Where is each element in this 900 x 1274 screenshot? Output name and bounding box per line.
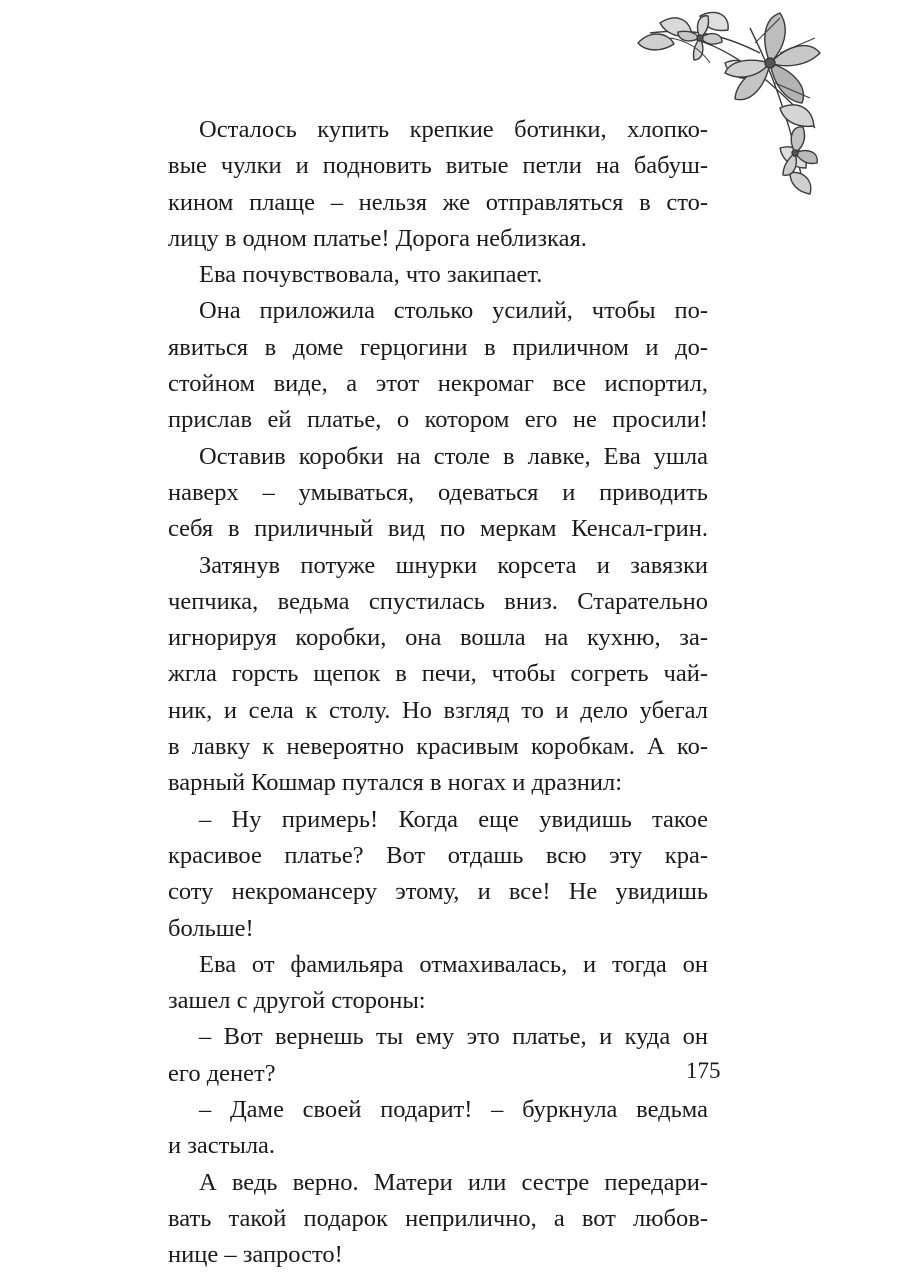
text-line: соту некромансеру этому, и все! Не увидишь [168,878,708,906]
text-line: нице – запросто! [168,1241,343,1269]
text-line: Ева почувствовала, что закипает. [199,261,543,289]
text-line: себя в приличный вид по меркам Кенсал-грин. [168,515,708,543]
text-line: и застыла. [168,1132,276,1160]
text-line: игнорируя коробки, она вошла на кухню, за- [168,624,708,652]
text-line: зашел с другой стороны: [168,987,426,1015]
text-line: Затянув потуже шнурки корсета и завязки [199,551,708,579]
text-line: вые чулки и подновить витые петли на бабуш- [168,152,708,180]
text-line: прислав ей платье, о котором его не просили! [168,406,708,434]
page-number: 175 [686,1058,721,1083]
paragraph [168,257,708,293]
paragraph [168,1019,708,1092]
paragraph [168,1165,708,1274]
text-line: – Вот вернешь ты ему это платье, и куда он [199,1023,708,1051]
text-line: А ведь верно. Матери или сестре передари- [199,1168,708,1196]
text-line: вать такой подарок неприлично, а вот любов- [168,1204,708,1232]
paragraph [168,293,708,438]
text-line: ник, и села к столу. Но взгляд то и дело убегал [168,696,708,724]
paragraph [168,112,708,257]
text-line: кином плаще – нельзя же отправляться в сто- [168,188,708,216]
text-line: явиться в доме герцогини в приличном и до- [168,333,708,361]
text-line: Оставив коробки на столе в лавке, Ева ушла [199,442,708,470]
text-line: Ева от фамильяра отмахивалась, и тогда он [199,950,708,978]
text-line: лицу в одном платье! Дорога неблизкая. [168,224,587,252]
text-line: стойном виде, а этот некромаг все испортил, [168,370,708,398]
text-line: наверх – умываться, одеваться и приводить [168,478,708,506]
paragraph [168,1092,708,1165]
text-line: варный Кошмар путался в ногах и дразнил: [168,769,623,797]
page-body-text [168,112,708,1274]
paragraph [168,802,708,947]
text-line: жгла горсть щепок в печи, чтобы согреть чай- [168,660,708,688]
text-line: его денет? [168,1059,276,1087]
paragraph [168,439,708,548]
text-line: – Ну примерь! Когда еще увидишь такое [199,805,708,833]
text-line: красивое платье? Вот отдашь всю эту кра- [168,841,708,869]
text-line: – Даме своей подарит! – буркнула ведьма [199,1096,708,1124]
text-line: Осталось купить крепкие ботинки, хлопко- [199,116,708,143]
text-line: Она приложила столько усилий, чтобы по- [199,297,708,325]
paragraph [168,947,708,1020]
text-line: чепчика, ведьма спустилась вниз. Старательно [168,587,708,615]
text-line: в лавку к невероятно красивым коробкам. А ко- [168,733,708,761]
text-line: больше! [168,914,254,942]
paragraph [168,548,708,802]
